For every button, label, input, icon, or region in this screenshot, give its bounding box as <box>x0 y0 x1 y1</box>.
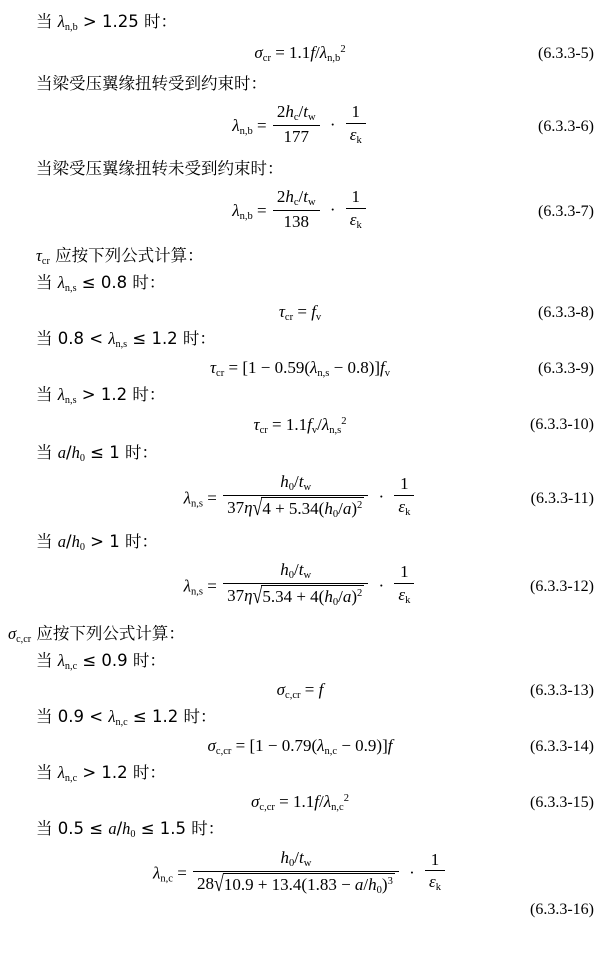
equation-tag-6-3-3-5: (6.3.3-5) <box>538 44 594 62</box>
formula-row-6-3-3-8 <box>0 302 600 323</box>
equation-tag-6-3-3-8: (6.3.3-8) <box>538 303 594 321</box>
cond-text: 当 $\lambda_{n,b} > 1.25$ 时： <box>36 12 177 33</box>
formula-row-6-3-3-16 <box>0 847 600 899</box>
condition-line-5 <box>0 275 600 294</box>
formula-row-6-3-3-12 <box>0 560 600 612</box>
formula-6-3-3-7: $\lambda_{n,b}$ = $\frac{2h_c/t_w}{138}$ · $\frac{1}{\varepsilon_k}$ <box>232 190 368 235</box>
condition-line-8 <box>0 445 600 464</box>
formula-6-3-3-15: $\sigma_{c,cr} = 1.1f/\lambda_{n,c}^2$ <box>251 792 349 814</box>
cond-text: 当 $0.9 < \lambda_{n,c} \le 1.2$ 时： <box>36 707 217 728</box>
formula-6-3-3-6: $\lambda_{n,b}$ = $\frac{2h_c/t_w}{177}$ · $\frac{1}{\varepsilon_k}$ <box>232 105 368 150</box>
equation-tag-6-3-3-11: (6.3.3-11) <box>530 490 594 508</box>
condition-line-2 <box>0 76 600 93</box>
formula-6-3-3-5: $\sigma_{cr} = 1.1f/\lambda_{n,b}^2$ <box>254 43 346 65</box>
cond-text: 当 $\lambda_{n,c} > 1.2$ 时： <box>36 763 166 784</box>
equation-tag-6-3-3-6: (6.3.3-6) <box>538 117 594 135</box>
cond-text: 当梁受压翼缘扭转受到约束时： <box>36 74 267 94</box>
formula-6-3-3-14: $\sigma_{c,cr} = [1 - 0.79(\lambda_{n,c} - 0.9)]f$ <box>207 736 393 758</box>
cond-text: 当梁受压翼缘扭转未受到约束时： <box>36 159 284 179</box>
formula-row-6-3-3-13 <box>0 680 600 701</box>
formula-row-6-3-3-6 <box>0 101 600 150</box>
cond-text: 当 $a/h_0 \le 1$ 时： <box>36 443 158 465</box>
cond-text: 当 $\lambda_{n,s} > 1.2$ 时： <box>36 385 166 407</box>
condition-line-6 <box>0 331 600 350</box>
formula-6-3-3-13: $\sigma_{c,cr} = f$ <box>276 680 324 701</box>
formula-6-3-3-16: $\lambda_{n,c}$ = $\frac{h_0/t_w}{28√10.9 + 13.4(1.83 - a/h_0)^3}$ · $\frac{1}{\varepsilon_k}$ <box>153 850 447 899</box>
condition-line-13 <box>0 765 600 784</box>
equation-tag-6-3-3-14: (6.3.3-14) <box>530 737 594 755</box>
formula-6-3-3-12: $\lambda_{n,s}$ = $\frac{h_0/t_w}{37\eta√5.34 + 4(h_0/a)^2}$ · $\frac{1}{\varepsilon_k}$ <box>184 563 417 612</box>
formula-row-6-3-3-7 <box>0 187 600 235</box>
cond-text: 当 $\lambda_{n,s} \le 0.8$ 时： <box>36 273 166 295</box>
cond-text: $\tau_{cr}$ 应按下列公式计算： <box>36 246 204 268</box>
condition-line-4 <box>0 248 600 267</box>
equation-tag-6-3-3-9: (6.3.3-9) <box>538 359 594 377</box>
formula-6-3-3-9: $\tau_{cr} = [1 - 0.59(\lambda_{n,s} - 0.8)]f_v$ <box>209 358 391 380</box>
cond-text: $\sigma_{c,cr}$ 应按下列公式计算： <box>8 623 185 645</box>
cond-text: 当 $0.5 \le a/h_0 \le 1.5$ 时： <box>36 819 225 840</box>
equation-tag-6-3-3-13: (6.3.3-13) <box>530 681 594 699</box>
condition-line-9 <box>0 531 600 553</box>
formula-6-3-3-10: $\tau_{cr} = 1.1f_v/\lambda_{n,s}^2$ <box>253 414 347 436</box>
document-page <box>0 14 600 961</box>
formula-6-3-3-11: $\lambda_{n,s}$ = $\frac{h_0/t_w}{37\eta√4 + 5.34(h_0/a)^2}$ · $\frac{1}{\varepsilon_k}$ <box>184 475 417 524</box>
equation-tag-6-3-3-7: (6.3.3-7) <box>538 202 594 220</box>
cond-text: 当 $\lambda_{n,c} \le 0.9$ 时： <box>36 650 166 672</box>
equation-tag-6-3-3-16: (6.3.3-16) <box>530 901 594 919</box>
condition-line-3 <box>0 161 600 178</box>
condition-line-10 <box>0 623 600 645</box>
condition-line-1 <box>0 14 600 33</box>
cond-text: 当 $0.8 < \lambda_{n,s} \le 1.2$ 时： <box>36 329 216 351</box>
formula-row-6-3-3-10 <box>0 415 600 436</box>
formula-row-6-3-3-9 <box>0 358 600 379</box>
cond-text: 当 $a/h_0 > 1$ 时： <box>36 531 158 553</box>
formula-row-6-3-3-11 <box>0 471 600 524</box>
equation-tag-6-3-3-10: (6.3.3-10) <box>530 415 594 433</box>
formula-row-6-3-3-15 <box>0 792 600 813</box>
condition-line-14 <box>0 821 600 840</box>
condition-line-11 <box>0 650 600 672</box>
condition-line-7 <box>0 387 600 406</box>
condition-line-12 <box>0 709 600 728</box>
formula-row-6-3-3-5 <box>0 43 600 64</box>
equation-tag-6-3-3-15: (6.3.3-15) <box>530 793 594 811</box>
formula-row-6-3-3-14 <box>0 736 600 757</box>
formula-6-3-3-8: $\tau_{cr} = f_v$ <box>278 302 322 324</box>
equation-tag-6-3-3-12: (6.3.3-12) <box>530 578 594 596</box>
